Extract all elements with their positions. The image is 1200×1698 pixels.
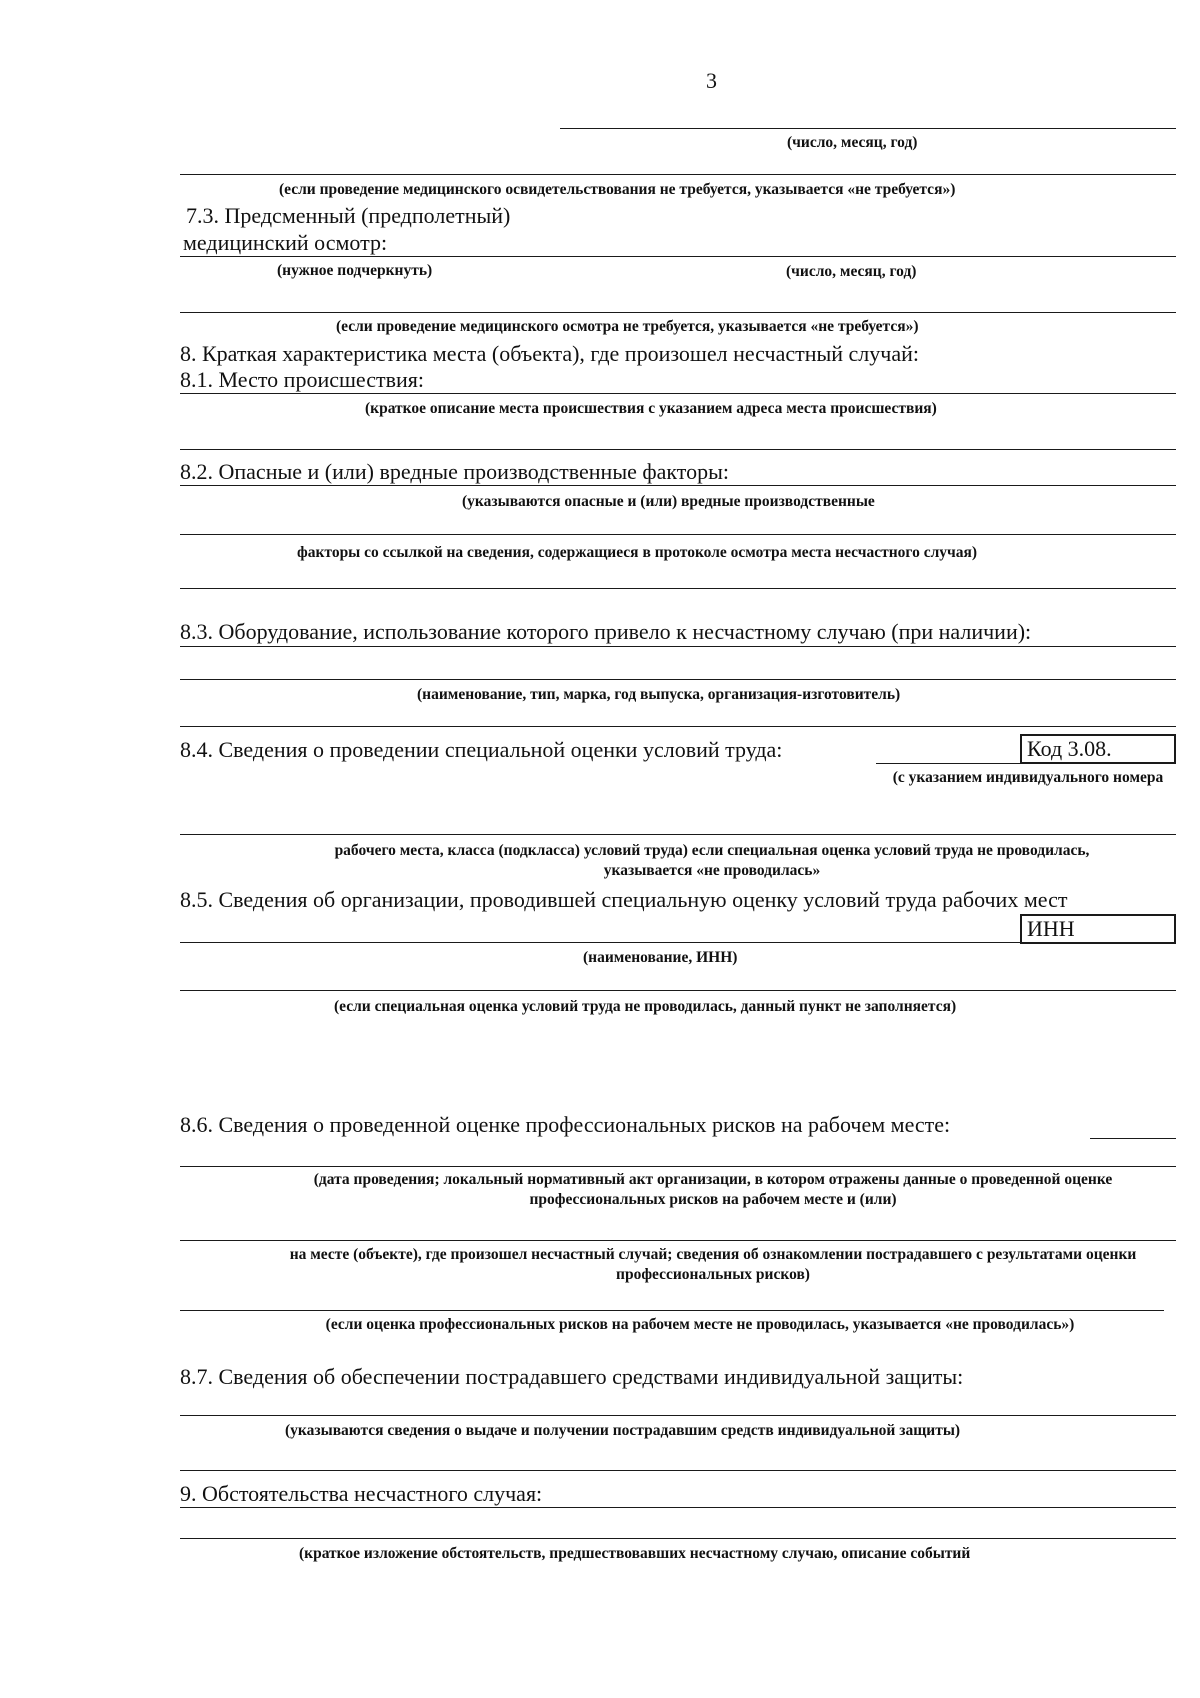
hint-circumstances: (краткое изложение обстоятельств, предшествовавших несчастному случаю, описание событий — [299, 1545, 971, 1562]
section-8-2-title: 8.2. Опасные и (или) вредные производственные факторы: — [180, 459, 730, 484]
section-9-title: 9. Обстоятельства несчастного случая: — [180, 1481, 543, 1506]
hint-place-description: (краткое описание места происшествия с указанием адреса места происшествия) — [365, 400, 937, 417]
hint-risk-1: (дата проведения; локальный нормативный акт организации, в котором отражены данные о проведенной оценке профессиональных рисков на рабочем месте и (или) — [313, 1171, 1113, 1208]
section-8-4-title: 8.4. Сведения о проведении специальной оценки условий труда: — [180, 737, 783, 762]
risk-field-line-2[interactable] — [180, 1166, 1176, 1167]
section-8-3-title: 8.3. Оборудование, использование которого привело к несчастному случаю (при наличии): — [180, 619, 1032, 644]
equipment-field-line[interactable] — [180, 646, 1176, 647]
org-field-line[interactable] — [180, 942, 1020, 943]
sout-field-line[interactable] — [876, 763, 1020, 764]
page-number: 3 — [706, 68, 717, 93]
hint-org-not-done: (если специальная оценка условий труда не проводилась, данный пункт не заполняется) — [334, 998, 957, 1015]
hint-medcheck-not-required: (если проведение медицинского осмотра не требуется, указывается «не требуется») — [336, 318, 919, 335]
risk-field-line[interactable] — [1090, 1138, 1176, 1139]
hint-risk-3: (если оценка профессиональных рисков на рабочем месте не проводилась, указывается «не проводилась») — [325, 1316, 1075, 1333]
medcheck-field-line[interactable] — [180, 256, 1176, 257]
sout-field-line-2[interactable] — [180, 834, 1176, 835]
place-field-line-2[interactable] — [180, 449, 1176, 450]
hint-ppe: (указываются сведения о выдаче и получении пострадавшим средств индивидуальной защиты) — [285, 1422, 961, 1439]
hint-org-name-inn: (наименование, ИНН) — [583, 949, 738, 966]
section-8-5-title: 8.5. Сведения об организации, проводившей специальную оценку условий труда рабочих мест — [180, 887, 1068, 912]
risk-field-line-3[interactable] — [180, 1240, 1176, 1241]
equipment-field-line-3[interactable] — [180, 726, 1176, 727]
date-field-line[interactable] — [560, 128, 1176, 129]
section-7-3-subtitle: медицинский осмотр: — [183, 230, 388, 255]
hint-sout-1: (с указанием индивидуального номера — [892, 769, 1164, 786]
inn-box: ИНН — [1020, 914, 1176, 944]
section-8-title: 8. Краткая характеристика места (объекта), где произошел несчастный случай: — [180, 341, 919, 366]
hint-factors-2: факторы со ссылкой на сведения, содержащиеся в протоколе осмотра места несчастного случая) — [297, 544, 978, 561]
circumstances-field-line-2[interactable] — [180, 1538, 1176, 1539]
factors-field-line-3[interactable] — [180, 588, 1176, 589]
org-field-line-2[interactable] — [180, 990, 1176, 991]
risk-field-line-4[interactable] — [180, 1310, 1164, 1311]
section-8-7-title: 8.7. Сведения об обеспечении пострадавшего средствами индивидуальной защиты: — [180, 1364, 964, 1389]
hint-factors-1: (указываются опасные и (или) вредные производственные — [462, 493, 875, 510]
hint-date-2: (число, месяц, год) — [786, 263, 917, 280]
hint-risk-2: на месте (объекте), где произошел несчастный случай; сведения об ознакомлении пострадавшего с результатами оценки профессиональных рисков) — [289, 1246, 1137, 1283]
section-8-1-title: 8.1. Место происшествия: — [180, 367, 425, 392]
section-7-3-title: 7.3. Предсменный (предполетный) — [186, 203, 511, 228]
hint-medexam-not-required: (если проведение медицинского освидетельствования не требуется, указывается «не требуется») — [279, 181, 956, 198]
factors-field-line-2[interactable] — [180, 534, 1176, 535]
hint-underline: (нужное подчеркнуть) — [277, 262, 433, 279]
ppe-field-line[interactable] — [180, 1415, 1176, 1416]
code-box: Код 3.08. — [1020, 734, 1176, 764]
section-8-6-title: 8.6. Сведения о проведенной оценке профессиональных рисков на рабочем месте: — [180, 1112, 951, 1137]
ppe-field-line-2[interactable] — [180, 1470, 1176, 1471]
hint-equipment: (наименование, тип, марка, год выпуска, организация-изготовитель) — [417, 686, 901, 703]
place-field-line[interactable] — [180, 393, 1176, 394]
hint-sout-2: рабочего места, класса (подкласса) условий труда) если специальная оценка условий труда не проводилась, указывается «не проводилась» — [334, 842, 1090, 879]
medcheck-note-line[interactable] — [180, 312, 1176, 313]
factors-field-line[interactable] — [180, 485, 1176, 486]
hint-date: (число, месяц, год) — [787, 134, 918, 151]
circumstances-field-line[interactable] — [180, 1507, 1176, 1508]
medexam-field-line[interactable] — [180, 174, 1176, 175]
equipment-field-line-2[interactable] — [180, 679, 1176, 680]
